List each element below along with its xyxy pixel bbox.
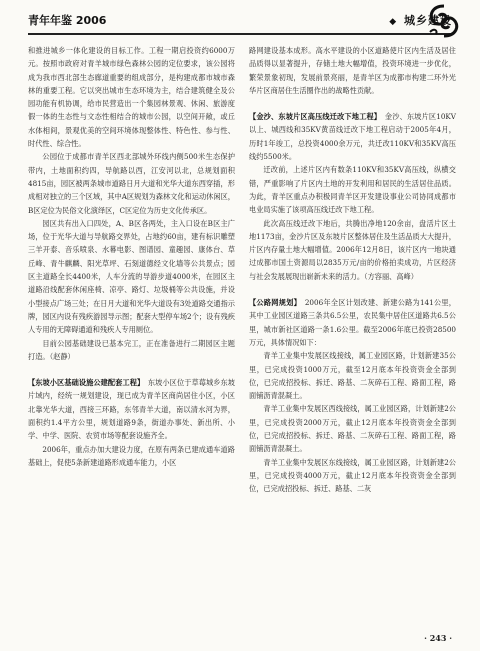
paragraph: [249, 44, 456, 97]
paragraph: [249, 456, 456, 496]
paragraph-text: 园区共有出入口四处，A、B区各两处，主入口设在B区主广场，位于光华大道与导航路交界处，占地约60亩，建有标识雕塑三羊开泰、音乐喷泉、水幕电影、图谱园、童趣园、康体台、草丘峰、青牛麒麟、阳光草坪、石刻道德经文化墙等公共景点；园区主道路全长4400米，人车分流的导游步道4000米，在园区主道路沿线配套休闲座椅、凉亭、路灯、垃圾桶等公共设施，并设小型接点广场三处；在日月大道和光华大道设有3处道路交通指示牌，园区内设有残疾游园导示图；配套大型停车场2个；设有残疾人专用的无障碍通道和残疾人专用厕位。: [28, 218, 235, 335]
swirl-logo-icon: [424, 2, 464, 40]
paragraph-gap: [28, 363, 235, 376]
section-label: 城乡建设: [404, 14, 452, 27]
entry-heading: 【公路网规划】: [249, 298, 298, 308]
two-column-body: [28, 44, 456, 614]
section-entry: [249, 110, 456, 163]
paragraph: [249, 217, 456, 283]
paragraph-text: 青羊工业集中发展区东线接线，属工业园区路，计划新建2公里，已完成投资4000万元，截止12月底本年投资资金全部到位，已完成招投标、拆迁、路基、二灰: [249, 457, 456, 494]
paragraph: [28, 443, 235, 470]
section-entry: [249, 296, 456, 349]
header-rule: [28, 33, 452, 35]
paragraph: [28, 150, 235, 216]
entry-heading: 【金沙、东坡片区高压线迁改下地工程】: [249, 112, 378, 122]
right-column: [249, 44, 456, 614]
paragraph-text: 东坡小区位于草莓城乡东坡片域内，经统一规划建设，现已成为青羊区商尚居住小区，小区北靠光华大道，西接三环路，东邻青羊大道，南以清水河为界，面积约1.4平方公里，规划道路9条，街道办事处、新出所、小学、中学、医院、农贸市场等配套设施齐全。: [28, 378, 235, 441]
paragraph-text: 青羊工业集中发展区线接线，属工业园区路，计划新建35公里，已完成投资1000万元，截至12月底本年投资资金全部到位，已完成招投标、拆迁、路基、二灰碎石工程、路面工程，路面铺沥青混凝土。: [249, 351, 456, 401]
yearbook-title: 青年年鉴 2006: [28, 14, 107, 27]
paragraph-gap: [249, 97, 456, 110]
paragraph-text: 2006年，重点办加大建设力度，在原有两条已建成通车道路基础上，促使5条新建道路形成通车能力，小区: [28, 444, 235, 467]
paragraph-text: 2006年全区计划改建、新建公路为141公里，其中工业园区道路三条共6.5公里，农民集中居住区道路共6.5公里，城市新社区道路一条1.6公里。截至2006年底已投资28500万元，具体情况如下：: [249, 298, 456, 347]
running-header: [28, 8, 452, 32]
diamond-icon: ◆: [389, 17, 398, 27]
paragraph: [249, 163, 456, 216]
paragraph-text: 路网建设基本成形。高水平建设的小区道路使片区内生活及居住品质得以显著提升，存储土地大幅增值，投资环境进一步优化，繁荣景象初现，发展前景亮丽，是青羊区为成都市构建二环外光华片区商居住生活圈作出的战略性贡献。: [249, 46, 456, 95]
paragraph: [249, 349, 456, 402]
paragraph-text: 和推进城乡一体化建设的目标工作。工程一期启投资约6000万元。按照市政府对青羊城市绿色森林公园的定位要求，该公园将成为我市西北部生态廊道重要的组成部分，是构建成都市城市森林的重要工程。它以突出城市生态环境为主，结合建筑健全及公园功能有机协调，给市民营造出一个集园林景观、休闲、旅游度假一体的生态性与文态性相结合的城市公园，以空间开敞，或丘水体相间，景观优美的空间环境体现整体性、特色性、参与性、时代性、综合性。: [28, 46, 235, 149]
left-column: [28, 44, 235, 614]
paragraph-text: 目前公园基础建设已基本完工，正在准备进行二期园区主题打造。（赵静）: [28, 338, 235, 361]
paragraph-text: 此次高压线迁改下地后，共腾出净地120余亩，盘活片区土地1173亩，金沙片区及东坡片区整体居住及生活品质大大提升，片区内存量土地大幅增值。2006年12月8日，该片区内一地块通过成都市国土资源局以2835万元/亩的价格拍卖成功，片区经济与社会发展展现出崭新未来的活力。（方容丽、高峰）: [249, 218, 456, 281]
paragraph-text: 金沙、东坡片区10KV以上、城西线和35KV黄苗线迁改下地工程启动于2005年4月，历时1年竣工，总投资4000余万元，共迁改110KV和35KV高压线约5500米。: [249, 112, 456, 162]
paragraph: [249, 402, 456, 455]
page-number: · 243 ·: [424, 633, 452, 643]
paragraph-text: 公园位于成都市青羊区西北部城外环线内侧500米生态保护带内，土地面积约四，导航路以西，江安河以北，总规划面积4815亩，园区被两条城市道路日月大道和光华大道东西穿插，形成相对独立的三个区域，其中A区规划为森林文化和运动休闲区，B区定位为民俗文化演绎区，C区定位为历史文化传承区。: [28, 152, 235, 215]
paragraph-text: 迁改前，上述片区内有数条110KV和35KV高压线，纵横交错，严重影响了片区内土地的开发利用和居民的生活居住品质。为此，青羊区重点办积极同青羊区开发建设事业公司协同成都市电业局实施了该项高压线迁改下地工程。: [249, 165, 456, 215]
paragraph-gap: [249, 283, 456, 296]
paragraph: [28, 217, 235, 337]
paragraph: [28, 44, 235, 150]
paragraph-text: 青羊工业集中发展区西线接线，属工业园区路，计划新建2公里，已完成投资2000万元，截止12月底本年投资资金全部到位，已完成招投标、拆迁、路基、二灰碎石工程、路面工程，路面铺沥青混凝土。: [249, 404, 456, 454]
section-entry: [28, 376, 235, 442]
paragraph: [28, 337, 235, 364]
entry-heading: 【东坡小区基础设施公建配套工程】: [28, 378, 141, 388]
